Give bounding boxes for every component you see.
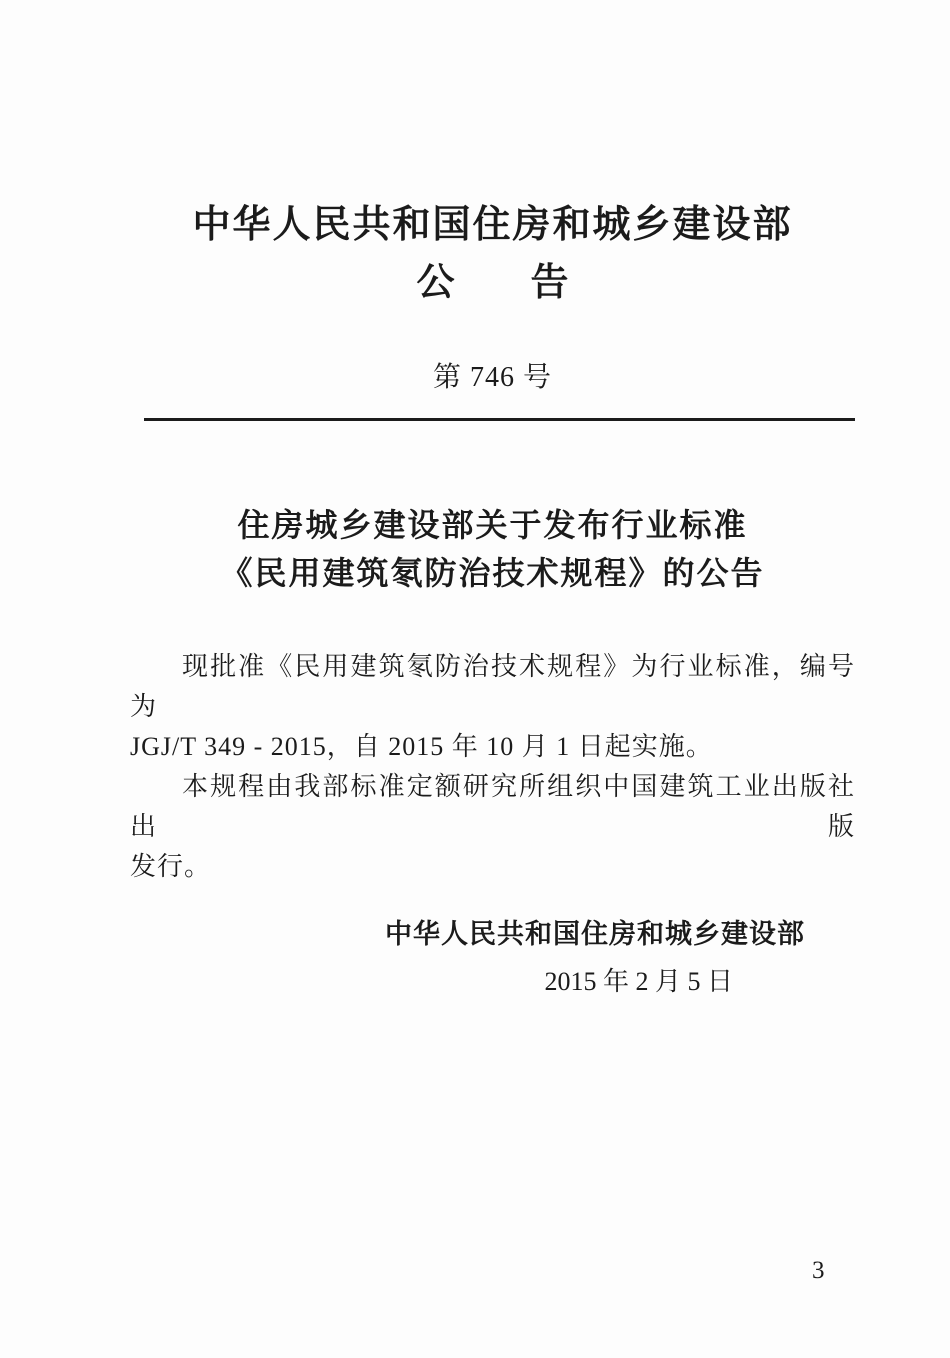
announcement-title-line2: 《民用建筑氡防治技术规程》的公告 <box>220 555 765 591</box>
paragraph2-line1: 本规程由我部标准定额研究所组织中国建筑工业出版社出版 <box>130 772 855 841</box>
signature: 中华人民共和国住房和城乡建设部 <box>385 919 805 949</box>
signature-date: 2015 年 2 月 5 日 <box>544 967 733 996</box>
announcement-title-line1: 住房城乡建设部关于发布行业标准 <box>237 507 748 543</box>
ministry-title: 中华人民共和国住房和城乡建设部 <box>192 204 793 246</box>
document-number: 第 746 号 <box>432 362 552 393</box>
title-divider <box>144 418 855 421</box>
announcement-heading: 公 告 <box>416 262 569 304</box>
page-content <box>130 0 855 999</box>
paragraph1-line2: JGJ/T 349 - 2015，自 2015 年 10 月 1 日起实施。 <box>130 732 713 761</box>
page-number: 3 <box>812 1257 825 1284</box>
paragraph2-line2: 发行。 <box>130 852 212 881</box>
paragraph1-line1: 现批准《民用建筑氡防治技术规程》为行业标准，编号为 <box>130 652 855 721</box>
